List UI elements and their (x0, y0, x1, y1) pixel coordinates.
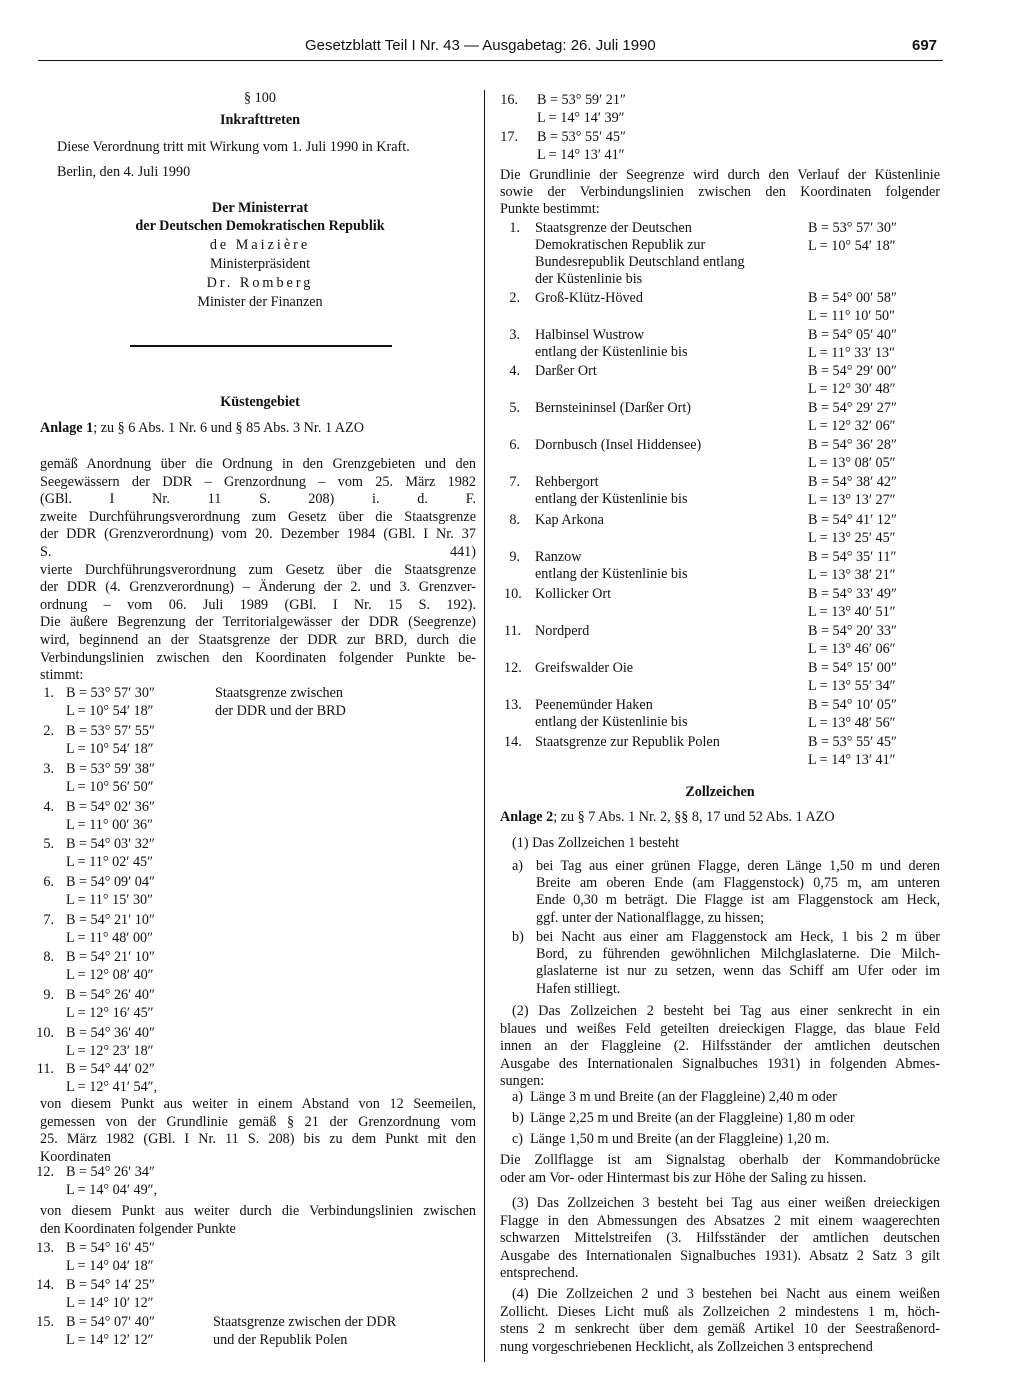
legal-basis-line: der DDR (4. Grenzverordnung) – Änderung der 2. und 3. Grenzver- (40, 579, 476, 596)
longitude-value: L = 13° 25′ 45″ (808, 530, 896, 546)
point-number: 14. (36, 1277, 54, 1293)
longitude-value: L = 10° 54′ 18″ (66, 703, 154, 719)
latitude-value: B = 54° 35′ 11″ (808, 549, 897, 565)
latitude-value: B = 54° 21′ 10″ (66, 912, 155, 928)
coast-point-number: 8. (509, 512, 520, 528)
longitude-value: L = 11° 10′ 50″ (808, 308, 896, 324)
point-number: 1. (43, 685, 54, 701)
legal-basis-line: wird, beginnend an der Staatsgrenze der DDR zur BRD, durch die (40, 632, 476, 648)
latitude-value: B = 53° 57′ 55″ (66, 723, 155, 739)
longitude-value: L = 14° 04′ 18″ (66, 1258, 154, 1274)
coast-point-number: 4. (509, 363, 520, 379)
point-number: 16. (500, 92, 518, 108)
latitude-value: B = 54° 02′ 36″ (66, 799, 155, 815)
para-2-line: (2) Das Zollzeichen 2 besteht bei Tag aus einer senkrecht in ein (512, 1003, 940, 1019)
header-rule (38, 60, 943, 61)
longitude-value: L = 14° 13′ 41″ (808, 752, 896, 768)
coast-point-place: Kap Arkona (535, 512, 604, 528)
coast-point-number: 3. (509, 327, 520, 343)
longitude-value: L = 11° 00′ 36″ (66, 817, 154, 833)
coast-point-number: 13. (504, 697, 522, 713)
place-date: Berlin, den 4. Juli 1990 (57, 164, 191, 180)
para-4-line: (4) Die Zollzeichen 2 und 3 bestehen bei Nacht aus einem weißen (512, 1286, 940, 1302)
anlage-1-line (40, 420, 364, 437)
latitude-value: B = 54° 10′ 05″ (808, 697, 897, 713)
longitude-value: L = 12° 32′ 06″ (808, 418, 896, 434)
longitude-value: L = 13° 46′ 06″ (808, 641, 896, 657)
legal-basis-line: zweite Durchführungsverordnung zum Gesetz über die Staatsgrenze (40, 508, 476, 525)
longitude-value: L = 12° 41′ 54″, (66, 1079, 158, 1095)
baseline-line: Die Grundlinie der Seegrenze wird durch den Verlauf der Küstenlinie (500, 167, 940, 183)
coast-point-place: Greifswalder Oie (535, 660, 634, 676)
coast-point-number: 2. (509, 290, 520, 306)
para-4-line: Zollicht. Dieses Licht muß als Zollzeichen 2 mindestens 1 m, höch- (500, 1303, 940, 1320)
signature-separator (130, 345, 392, 347)
latitude-value: B = 54° 26′ 34″ (66, 1164, 155, 1180)
latitude-value: B = 53° 57′ 30″ (808, 220, 897, 236)
coast-point-place: entlang der Küstenlinie bis (535, 714, 688, 730)
baseline-line: Punkte bestimmt: (500, 201, 600, 217)
item-text: Länge 1,50 m und Breite (an der Flaggleine) 1,20 m. (530, 1131, 830, 1147)
coast-point-place: Nordperd (535, 623, 590, 639)
point-number: 3. (43, 761, 54, 777)
item-label: a) (512, 1089, 524, 1105)
longitude-value: L = 14° 12′ 12″ (66, 1332, 154, 1348)
latitude-value: B = 54° 20′ 33″ (808, 623, 897, 639)
coast-point-number: 7. (509, 474, 520, 490)
signatory-title-1: Ministerpräsident (209, 256, 311, 272)
coast-point-place: Bundesrepublik Deutschland entlang (535, 254, 745, 270)
legal-basis-line: Verbindungslinien zwischen den Koordinaten folgender Punkte be- (40, 649, 476, 666)
para-1b-line: bei Nacht aus einer am Flaggenstock am Heck, 1 bis 2 m über (536, 929, 940, 945)
coast-point-number: 9. (509, 549, 520, 565)
item-label: a) (512, 858, 524, 874)
point-number: 15. (36, 1314, 54, 1330)
point-number: 11. (36, 1061, 54, 1077)
coast-point-place: entlang der Küstenlinie bis (535, 344, 688, 360)
latitude-value: B = 54° 03′ 32″ (66, 836, 155, 852)
coast-heading: Küstengebiet (220, 394, 300, 410)
coast-point-place: Bernsteininsel (Darßer Ort) (535, 400, 692, 416)
longitude-value: L = 13° 48′ 56″ (808, 715, 896, 731)
latitude-value: B = 54° 16′ 45″ (66, 1240, 155, 1256)
legal-basis-line: Seegewässern der DDR – Grenzordnung – vom 25. März 1982 (40, 473, 476, 490)
point-number: 7. (43, 912, 54, 928)
coast-point-place: entlang der Küstenlinie bis (535, 566, 688, 582)
longitude-value: L = 10° 54′ 18″ (808, 238, 896, 254)
latitude-value: B = 54° 07′ 40″ (66, 1314, 155, 1330)
column-divider (484, 90, 485, 1362)
longitude-value: L = 14° 04′ 49″, (66, 1182, 158, 1198)
effective-clause: Diese Verordnung tritt mit Wirkung vom 1. Juli 1990 in Kraft. (57, 139, 410, 155)
anlage-2-reference: ; zu § 7 Abs. 1 Nr. 2, §§ 8, 17 und 52 Abs. 1 AZO (553, 809, 835, 825)
anlage-2-line (500, 809, 835, 826)
latitude-value: B = 54° 44′ 02″ (66, 1061, 155, 1077)
longitude-value: L = 14° 14′ 39″ (537, 110, 625, 126)
para-2-line: Ausgabe des Internationalen Signalbuches 1931) in folgenden Abmes- (500, 1055, 940, 1072)
para-1b-line: Hafen stilliegt. (536, 980, 621, 997)
customs-heading: Zollzeichen (685, 784, 755, 800)
legal-basis-line: Die äußere Begrenzung der Territorialgewässer der DDR (Seegrenze) (40, 614, 476, 631)
running-header: Gesetzblatt Teil I Nr. 43 — Ausgabetag: 26. Juli 1990 (305, 37, 656, 54)
latitude-value: B = 54° 00′ 58″ (808, 290, 897, 306)
para-3-line: Flagge in den Abmessungen des Absatzes 2 mit einem waagerechten (500, 1212, 940, 1229)
item-label: b) (512, 1110, 524, 1126)
twelve-mile-line: 25. März 1982 (GBl. I Nr. 11 S. 208) bis zu dem Punkt mit den (40, 1131, 476, 1148)
coast-point-number: 14. (504, 734, 522, 750)
connection-line: von diesem Punkt aus weiter durch die Verbindungslinien zwischen (40, 1203, 476, 1219)
longitude-value: L = 13° 13′ 27″ (808, 492, 896, 508)
coast-point-number: 1. (509, 220, 520, 236)
para-2-line: blaues und weißes Feld geteilten dreieckigen Flagge, das blaue Feld (500, 1020, 940, 1037)
longitude-value: L = 11° 48′ 00″ (66, 930, 154, 946)
legal-basis-line: (GBl. I Nr. 11 S. 208) i. d. F. (40, 491, 476, 508)
coast-point-place: Groß-Klütz-Höved (535, 290, 643, 306)
longitude-value: L = 13° 55′ 34″ (808, 678, 896, 694)
coast-point-place: Halbinsel Wustrow (535, 327, 645, 343)
legal-basis-line: gemäß Anordnung über die Ordnung in den Grenzgebieten und den (40, 456, 476, 472)
point-number: 2. (43, 723, 54, 739)
para-3-line: entsprechend. (500, 1265, 579, 1282)
point-number: 9. (43, 987, 54, 1003)
longitude-value: L = 12° 30′ 48″ (808, 381, 896, 397)
anlage-1-reference: ; zu § 6 Abs. 1 Nr. 6 und § 85 Abs. 3 Nr. 1 AZO (93, 420, 364, 436)
latitude-value: B = 54° 09′ 04″ (66, 874, 155, 890)
coast-point-place: Rehbergort (535, 474, 599, 490)
point-number: 10. (36, 1025, 54, 1041)
coast-point-place: der Küstenlinie bis (535, 271, 643, 287)
twelve-mile-line: gemessen von der Grundlinie gemäß § 21 der Grenzordnung vom (40, 1113, 476, 1130)
signatory-name-1: de Maizière (209, 237, 311, 253)
coast-point-number: 12. (504, 660, 522, 676)
latitude-value: B = 53° 59′ 21″ (537, 92, 626, 108)
point-note: der DDR und der BRD (215, 703, 346, 719)
legal-basis-line: vierte Durchführungsverordnung zum Gesetz über die Staatsgrenze (40, 561, 476, 578)
longitude-value: L = 13° 08′ 05″ (808, 455, 896, 471)
para-1a-line: ggf. unter der Nationalflagge, zu hissen; (536, 909, 765, 926)
twelve-mile-line: von diesem Punkt aus weiter in einem Abstand von 12 Seemeilen, (40, 1096, 476, 1112)
coast-point-number: 10. (504, 586, 522, 602)
point-number: 13. (36, 1240, 54, 1256)
signatory-name-2: Dr. Romberg (206, 275, 314, 291)
point-number: 5. (43, 836, 54, 852)
para-1a-line: Ende 0,30 m beträgt. Die Flagge ist am Flaggenstock am Heck, (536, 892, 940, 909)
latitude-value: B = 54° 33′ 49″ (808, 586, 897, 602)
longitude-value: L = 11° 33′ 13″ (808, 345, 896, 361)
para-3-line: Ausgabe des Internationalen Signalbuches 1931). Absatz 2 Satz 3 gilt (500, 1247, 940, 1264)
longitude-value: L = 12° 23′ 18″ (66, 1043, 154, 1059)
para-2-line: sungen: (500, 1073, 545, 1090)
latitude-value: B = 54° 14′ 25″ (66, 1277, 155, 1293)
para-1a-line: bei Tag aus einer grünen Flagge, deren Länge 1,50 m und deren (536, 858, 940, 874)
point-number: 6. (43, 874, 54, 890)
latitude-value: B = 53° 55′ 45″ (537, 129, 626, 145)
item-label: b) (512, 929, 524, 945)
latitude-value: B = 54° 36′ 28″ (808, 437, 897, 453)
coast-point-place: Peenemünder Haken (535, 697, 653, 713)
longitude-value: L = 10° 54′ 18″ (66, 741, 154, 757)
connection-line: den Koordinaten folgender Punkte (40, 1220, 236, 1237)
para-3-line: schwarzen Mittelstreifen (3. Hilfsständer der amtlichen deutschen (500, 1230, 940, 1247)
para-2-end-line: oder am Vor- oder Hintermast bis zur Höhe der Saling zu hissen. (500, 1169, 867, 1186)
longitude-value: L = 12° 16′ 45″ (66, 1005, 154, 1021)
signatory-title-2: Minister der Finanzen (197, 294, 323, 310)
point-note: und der Republik Polen (213, 1332, 348, 1348)
latitude-value: B = 54° 05′ 40″ (808, 327, 897, 343)
latitude-value: B = 54° 36′ 40″ (66, 1025, 155, 1041)
twelve-mile-line: Koordinaten (40, 1148, 111, 1165)
longitude-value: L = 11° 02′ 45″ (66, 854, 154, 870)
para-4-line: nung vorgeschriebenen Hecklicht, als Zollzeichen 3 entsprechend (500, 1338, 873, 1355)
customs-para-1: (1) Das Zollzeichen 1 besteht (512, 835, 680, 851)
para-3-line: (3) Das Zollzeichen 3 besteht bei Tag aus einer weißen dreieckigen (512, 1195, 940, 1211)
item-label: c) (512, 1131, 524, 1147)
latitude-value: B = 53° 57′ 30″ (66, 685, 155, 701)
para-1b-line: glaslaterne ist nur zu setzen, wenn das Schiff am Ufer oder im (536, 963, 940, 980)
latitude-value: B = 53° 55′ 45″ (808, 734, 897, 750)
point-number: 4. (43, 799, 54, 815)
para-2-end-line: Die Zollflagge ist am Signalstag oberhalb der Kommandobrücke (500, 1152, 940, 1168)
latitude-value: B = 54° 15′ 00″ (808, 660, 897, 676)
para-4-line: stens 2 m senkrecht über dem gemäß Artikel 10 der Seestraßenord- (500, 1321, 940, 1338)
anlage-2-label: Anlage 2 (500, 809, 554, 825)
longitude-value: L = 14° 10′ 12″ (66, 1295, 154, 1311)
legal-basis-line: stimmt: (40, 667, 84, 684)
coast-point-place: Dornbusch (Insel Hiddensee) (535, 437, 702, 453)
para-2-line: innen an der Flaggleine (2. Hilfsständer der amtlichen deutschen (500, 1038, 940, 1055)
coast-point-place: Staatsgrenze zur Republik Polen (535, 734, 720, 750)
section-title: Inkrafttreten (219, 112, 301, 128)
latitude-value: B = 54° 41′ 12″ (808, 512, 897, 528)
latitude-value: B = 54° 21′ 10″ (66, 949, 155, 965)
point-note: Staatsgrenze zwischen (215, 685, 344, 701)
coast-point-place: Darßer Ort (535, 363, 597, 379)
coast-point-place: Staatsgrenze der Deutschen (535, 220, 692, 236)
coast-point-place: Kollicker Ort (535, 586, 612, 602)
baseline-line: sowie der Verbindungslinien zwischen den Koordinaten folgender (500, 184, 940, 200)
item-text: Länge 3 m und Breite (an der Flaggleine) 2,40 m oder (530, 1089, 837, 1105)
coast-point-place: Demokratischen Republik zur (535, 237, 706, 253)
longitude-value: L = 12° 08′ 40″ (66, 967, 154, 983)
latitude-value: B = 53° 59′ 38″ (66, 761, 155, 777)
legal-basis-line: S. 441) (40, 544, 476, 560)
coast-point-number: 11. (504, 623, 522, 639)
point-note: Staatsgrenze zwischen der DDR (213, 1314, 397, 1330)
latitude-value: B = 54° 26′ 40″ (66, 987, 155, 1003)
latitude-value: B = 54° 38′ 42″ (808, 474, 897, 490)
latitude-value: B = 54° 29′ 00″ (808, 363, 897, 379)
point-number: 8. (43, 949, 54, 965)
longitude-value: L = 10° 56′ 50″ (66, 779, 154, 795)
longitude-value: L = 13° 40′ 51″ (808, 604, 896, 620)
point-number: 17. (500, 129, 518, 145)
legal-basis-line: der DDR (Grenzverordnung) vom 20. Dezember 1984 (GBl. I Nr. 37 (40, 526, 476, 543)
item-text: Länge 2,25 m und Breite (an der Flaggleine) 1,80 m oder (530, 1110, 855, 1126)
longitude-value: L = 11° 15′ 30″ (66, 892, 154, 908)
coast-point-number: 5. (509, 400, 520, 416)
section-number: § 100 (244, 90, 276, 106)
legal-basis-line: ordnung – vom 06. Juli 1989 (GBl. I Nr. 15 S. 192). (40, 596, 476, 613)
coast-point-place: Ranzow (535, 549, 582, 565)
signatory-org-2: der Deutschen Demokratischen Republik (135, 218, 385, 234)
para-1b-line: Bord, zu führenden gewöhnlichen Milchglaslaterne. Die Milch- (536, 946, 940, 963)
anlage-1-label: Anlage 1 (40, 420, 94, 436)
page-number: 697 (912, 37, 938, 54)
point-number: 12. (36, 1164, 54, 1180)
longitude-value: L = 14° 13′ 41″ (537, 147, 625, 163)
signatory-org-1: Der Ministerrat (211, 200, 309, 216)
latitude-value: B = 54° 29′ 27″ (808, 400, 897, 416)
para-1a-line: Breite am oberen Ende (am Flaggenstock) 0,75 m, am unteren (536, 875, 940, 892)
coast-point-number: 6. (509, 437, 520, 453)
coast-point-place: entlang der Küstenlinie bis (535, 491, 688, 507)
longitude-value: L = 13° 38′ 21″ (808, 567, 896, 583)
